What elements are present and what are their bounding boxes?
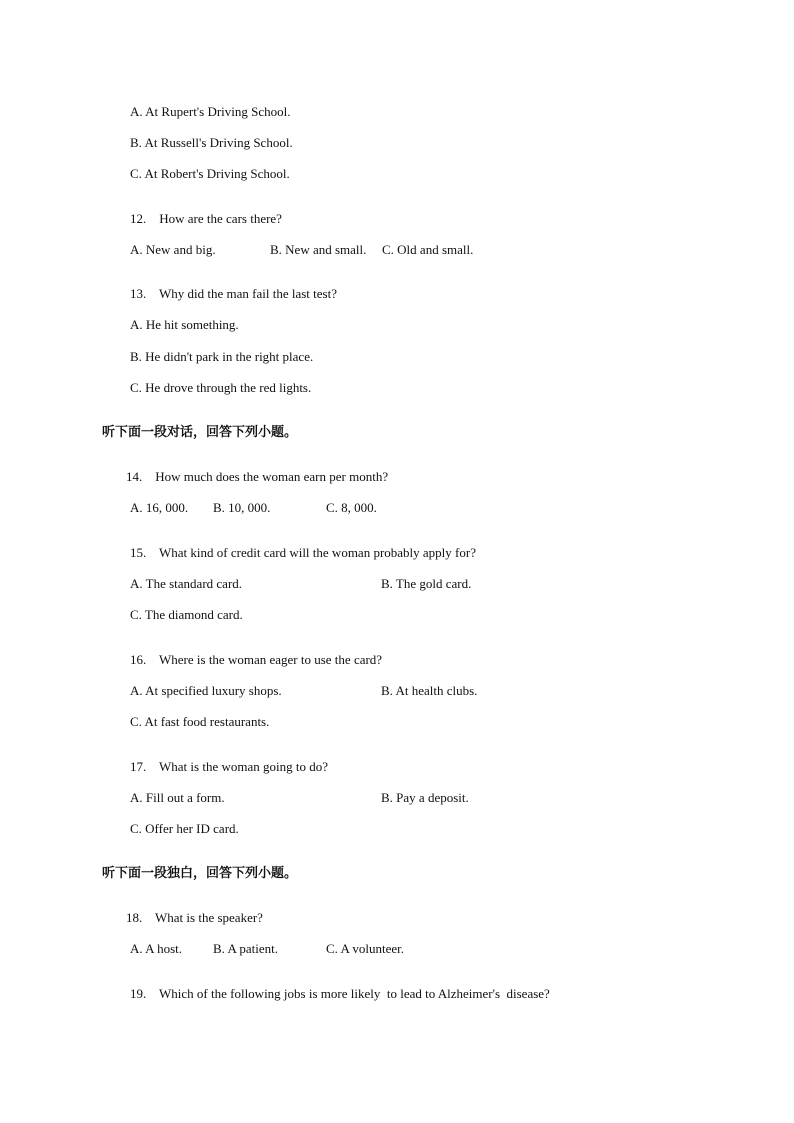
q13-option-c: C. He drove through the red lights. <box>130 380 312 395</box>
q15-option-a: A. The standard card. <box>130 576 243 591</box>
q17-text: 17. What is the woman going to do? <box>130 759 328 774</box>
q15-option-c: C. The diamond card. <box>130 607 243 622</box>
q11-option-c: C. At Robert's Driving School. <box>130 166 290 181</box>
q11-option-b: B. At Russell's Driving School. <box>130 135 293 150</box>
q15-option-b: B. The gold card. <box>381 576 472 591</box>
q16-option-c: C. At fast food restaurants. <box>130 714 270 729</box>
section-heading-monologue: 听下面一段独白，回答下列小题。 <box>102 866 298 881</box>
q12-option-b: B. New and small. <box>270 242 367 257</box>
q13-text: 13. Why did the man fail the last test? <box>130 286 337 301</box>
q17-option-b: B. Pay a deposit. <box>381 790 469 805</box>
q17-option-c: C. Offer her ID card. <box>130 821 239 836</box>
q15-text: 15. What kind of credit card will the woman probably apply for? <box>130 545 476 560</box>
q18-option-a: A. A host. <box>130 941 183 956</box>
q19-text: 19. Which of the following jobs is more likely to lead to Alzheimer's disease? <box>130 986 550 1001</box>
q13-option-b: B. He didn't park in the right place. <box>130 349 314 364</box>
q16-option-b: B. At health clubs. <box>381 683 478 698</box>
q14-text: 14. How much does the woman earn per month? <box>126 469 389 484</box>
q18-option-c: C. A volunteer. <box>326 941 404 956</box>
q13-option-a: A. He hit something. <box>130 317 239 332</box>
q14-option-c: C. 8, 000. <box>326 500 377 515</box>
q11-option-a: A. At Rupert's Driving School. <box>130 104 291 119</box>
section-heading-dialogue: 听下面一段对话，回答下列小题。 <box>102 425 298 440</box>
q12-option-c: C. Old and small. <box>382 242 474 257</box>
q16-option-a: A. At specified luxury shops. <box>130 683 282 698</box>
q14-option-a: A. 16, 000. <box>130 500 189 515</box>
q12-option-a: A. New and big. <box>130 242 216 257</box>
q16-text: 16. Where is the woman eager to use the card? <box>130 652 383 667</box>
q18-option-b: B. A patient. <box>213 941 278 956</box>
q12-text: 12. How are the cars there? <box>130 211 282 226</box>
q14-option-b: B. 10, 000. <box>213 500 271 515</box>
q17-option-a: A. Fill out a form. <box>130 790 225 805</box>
q18-text: 18. What is the speaker? <box>126 910 263 925</box>
